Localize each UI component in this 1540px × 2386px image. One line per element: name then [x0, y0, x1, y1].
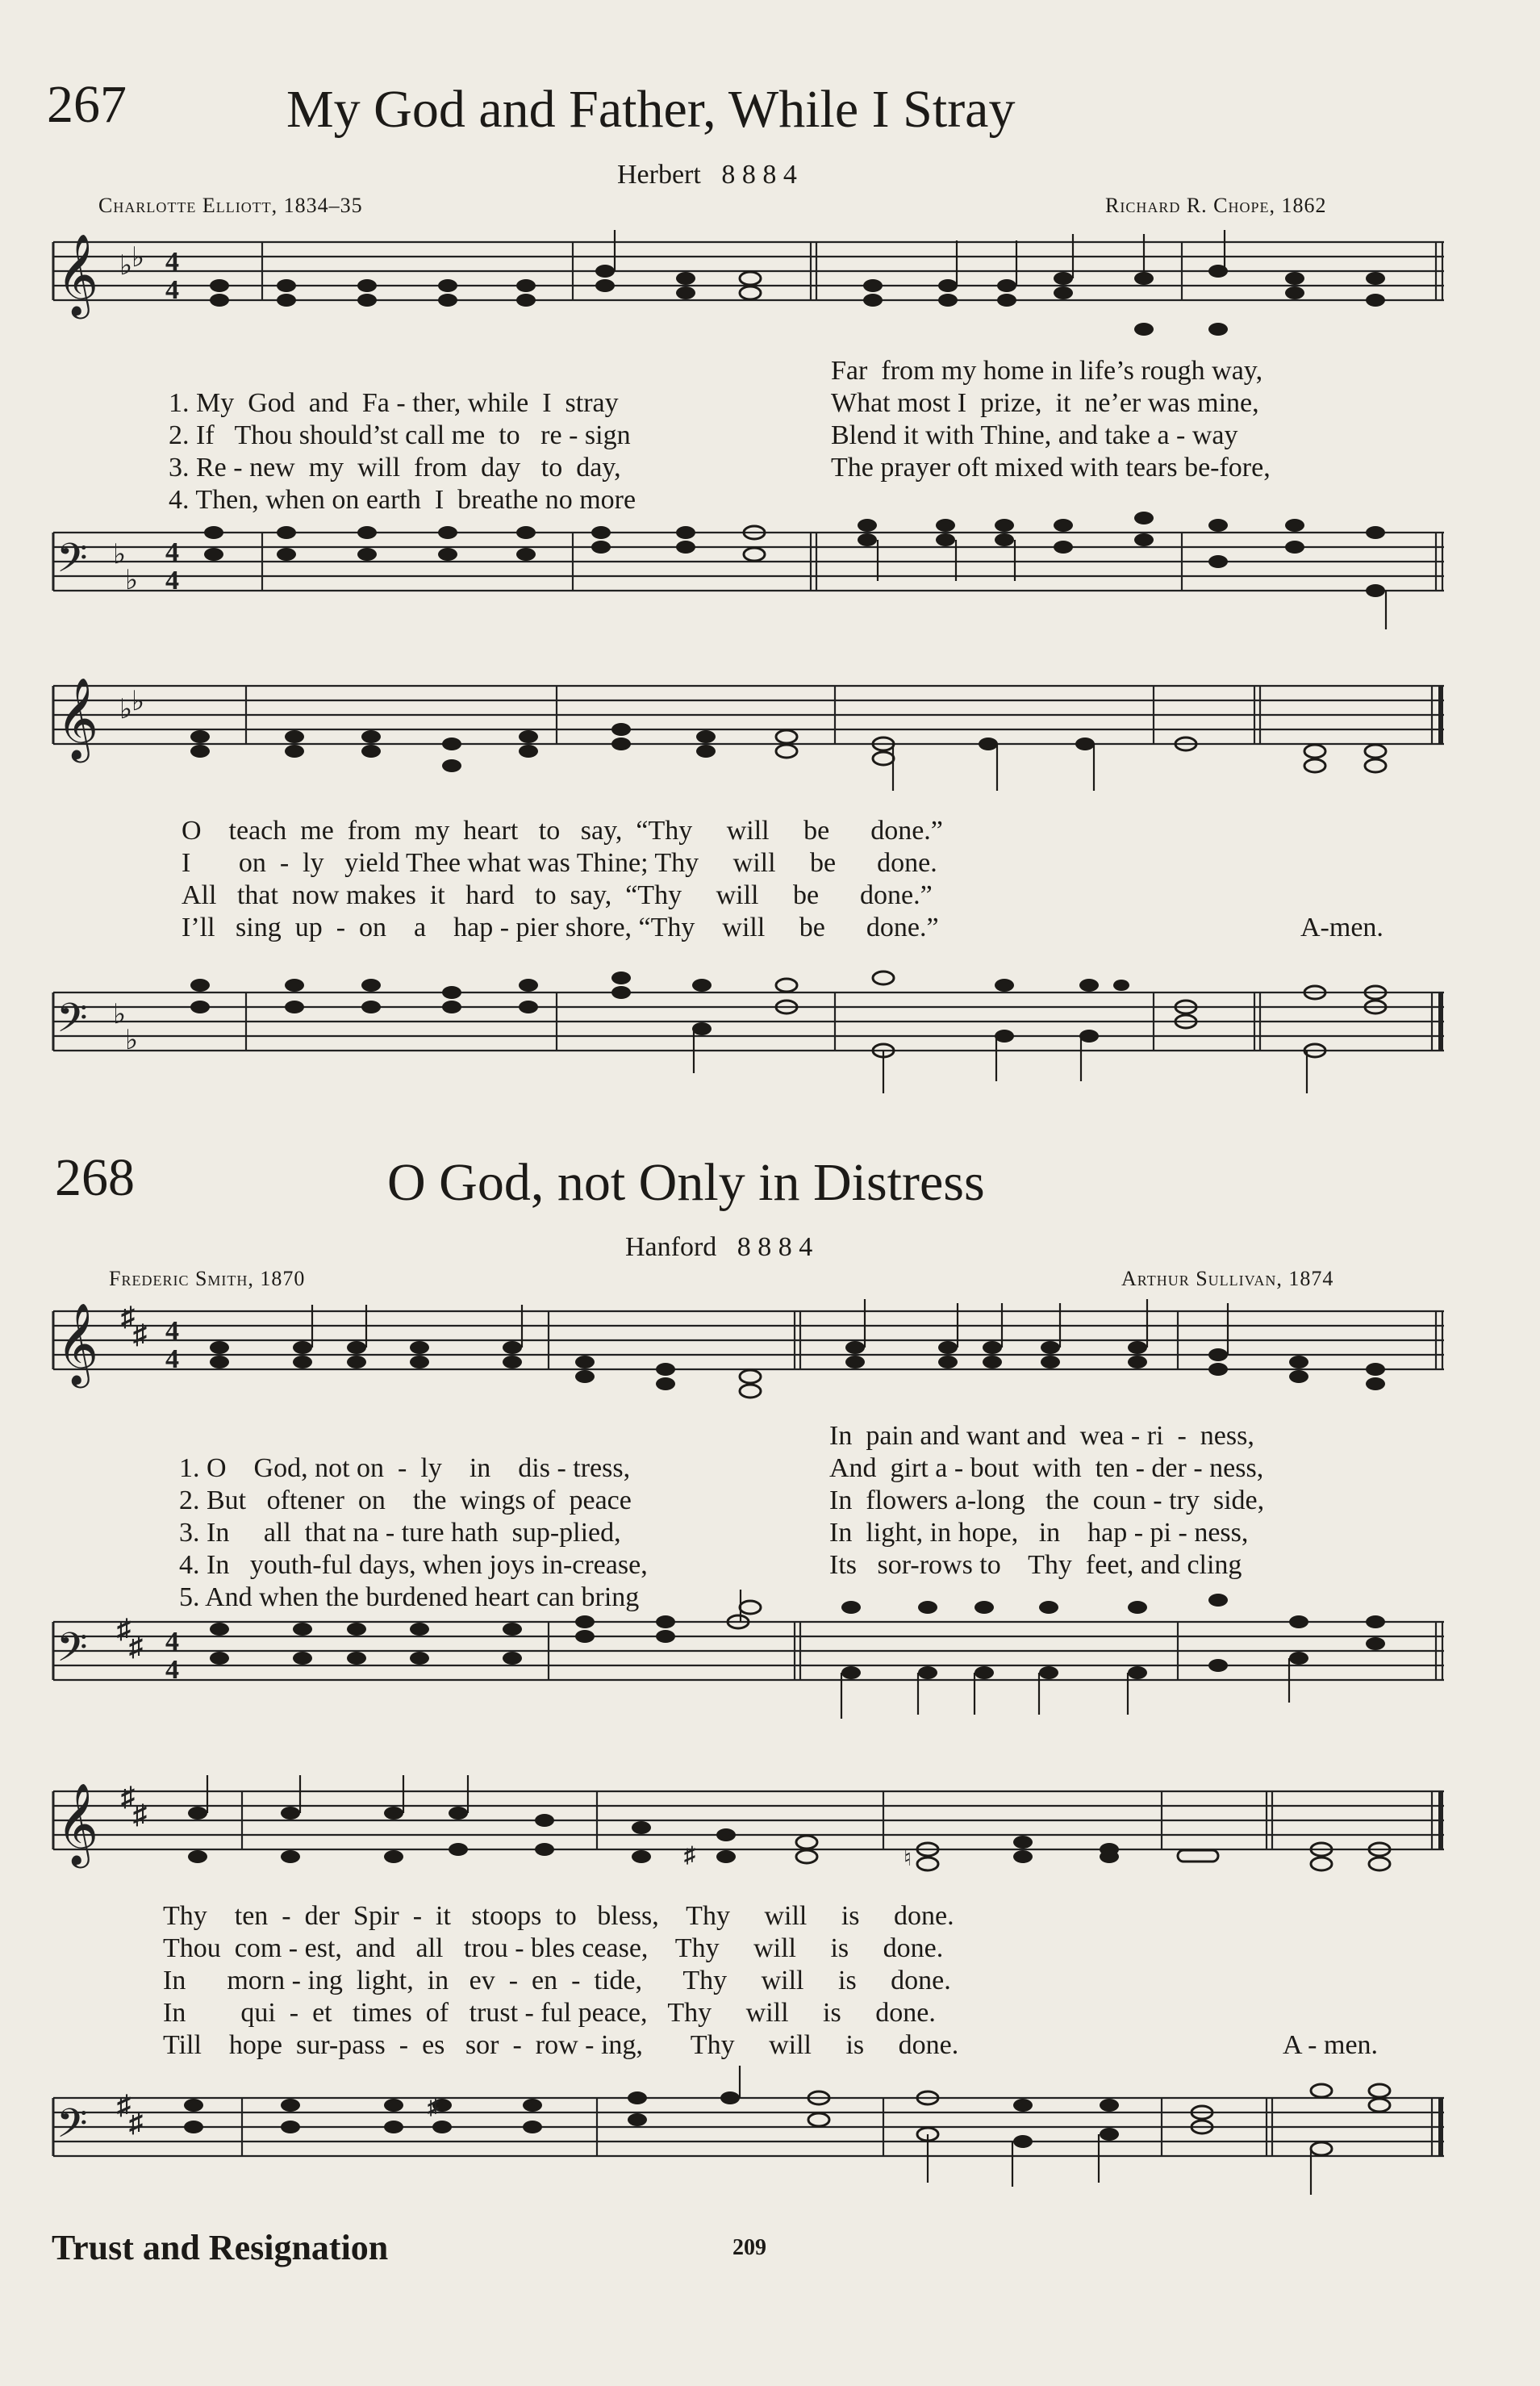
verse-line: 3. Re - new my will from day to day,	[169, 453, 621, 483]
svg-text:4: 4	[165, 1344, 179, 1374]
svg-text:𝄞: 𝄞	[56, 676, 99, 759]
verse-line: O teach me from my heart to say, “Thy will be done.”	[182, 816, 943, 846]
author-credit: Frederic Smith, 1870	[109, 1267, 306, 1290]
svg-text:4: 4	[165, 566, 179, 595]
meter-label: 8 8 8 4	[737, 1232, 813, 1262]
svg-text:𝄢: 𝄢	[56, 2100, 88, 2157]
meter-label: 8 8 8 4	[721, 160, 797, 190]
treble-staff	[0, 670, 1540, 815]
verse-line: Its sor-rows to Thy feet, and cling	[829, 1550, 1242, 1580]
verse-line: 4. Then, when on earth I breathe no more	[169, 485, 636, 515]
verse-line: In light, in hope, in hap - pi - ness,	[829, 1518, 1249, 1548]
tune-name	[617, 160, 797, 190]
svg-text:4: 4	[165, 247, 179, 277]
svg-text:♯: ♯	[129, 1632, 143, 1662]
hymn-title: O God, not Only in Distress	[387, 1153, 985, 1212]
svg-text:♯: ♯	[428, 2095, 439, 2120]
composer-credit: Richard R. Chope, 1862	[1105, 194, 1327, 217]
verse-line: Thy ten - der Spir - it stoops to bless, Thy will is done.	[163, 1901, 954, 1931]
svg-text:♭: ♭	[131, 687, 145, 717]
svg-text:♭: ♭	[113, 540, 127, 570]
treble-staff	[0, 1295, 1540, 1416]
verse-line: Far from my home in life’s rough way,	[831, 356, 1263, 386]
svg-text:♭: ♭	[125, 566, 139, 595]
svg-text:♯: ♯	[684, 1843, 695, 1868]
author-credit: Charlotte Elliott, 1834–35	[98, 194, 363, 217]
page-number: 209	[732, 2235, 766, 2260]
svg-text:♭: ♭	[119, 251, 133, 281]
tune-name	[625, 1232, 812, 1263]
verse-line: 1. My God and Fa - ther, while I stray	[169, 388, 619, 418]
verse-line: I on - ly yield Thee what was Thine; Thy will be done.	[182, 848, 937, 878]
svg-text:4: 4	[165, 537, 179, 567]
svg-text:♯: ♯	[121, 1302, 135, 1332]
svg-text:♯: ♯	[121, 1782, 135, 1812]
verse-line: In flowers a-long the coun - try side,	[829, 1486, 1265, 1515]
verse-line: 2. If Thou should’st call me to re - sign	[169, 420, 631, 450]
svg-text:𝄞: 𝄞	[56, 232, 99, 315]
verse-line: I’ll sing up - on a hap - pier shore, “Thy will be done.”	[182, 913, 939, 942]
verse-line: In qui - et times of trust - ful peace, Thy will is done.	[163, 1998, 936, 2028]
svg-text:♮: ♮	[904, 1846, 912, 1871]
bass-staff	[0, 1590, 1540, 1751]
verse-line: 5. And when the burdened heart can bring	[179, 1582, 640, 1612]
svg-text:♯: ♯	[133, 1800, 147, 1830]
svg-text:𝄢: 𝄢	[56, 1624, 88, 1681]
verse-line: And girt a - bout with ten - der - ness,	[829, 1453, 1264, 1483]
treble-staff	[0, 226, 1540, 347]
svg-text:𝄢: 𝄢	[56, 535, 88, 591]
hymn-title: My God and Father, While I Stray	[286, 80, 1016, 139]
svg-text:♯: ♯	[129, 2108, 143, 2138]
svg-text:♯: ♯	[133, 1320, 147, 1350]
verse-line: All that now makes it hard to say, “Thy will be done.”	[182, 880, 933, 910]
verse-line: What most I prize, it ne’er was mine,	[831, 388, 1259, 418]
verse-line: Till hope sur-pass - es sor - row - ing, Thy will is done.	[163, 2030, 959, 2060]
verse-line: Blend it with Thine, and take a - way	[831, 420, 1238, 450]
svg-text:4: 4	[165, 1627, 179, 1657]
verse-line: The prayer oft mixed with tears be-fore,	[831, 453, 1271, 483]
bass-staff	[0, 500, 1540, 629]
section-footer: Trust and Resignation	[52, 2228, 389, 2267]
svg-text:𝄞: 𝄞	[56, 1302, 99, 1385]
verse-line: 3. In all that na - ture hath sup-plied,	[179, 1518, 621, 1548]
svg-text:♭: ♭	[131, 243, 145, 273]
svg-text:♯: ♯	[117, 1615, 131, 1644]
verse-line: 1. O God, not on - ly in dis - tress,	[179, 1453, 631, 1483]
svg-text:♯: ♯	[117, 2091, 131, 2121]
hymn-number: 267	[47, 75, 127, 134]
svg-text:♭: ♭	[113, 1000, 127, 1030]
svg-text:𝄞: 𝄞	[56, 1782, 99, 1865]
bass-staff	[0, 2066, 1540, 2219]
verse-line: In pain and want and wea - ri - ness,	[829, 1421, 1254, 1451]
verse-line: In morn - ing light, in ev - en - tide, Thy will is done.	[163, 1966, 951, 1995]
hymn-number: 268	[55, 1148, 135, 1207]
verse-line: 4. In youth-ful days, when joys in-crease,	[179, 1550, 648, 1580]
svg-text:♭: ♭	[119, 695, 133, 725]
svg-text:4: 4	[165, 275, 179, 305]
amen-label: A - men.	[1283, 2030, 1379, 2060]
treble-staff	[0, 1775, 1540, 1904]
svg-text:4: 4	[165, 1655, 179, 1685]
tune-label: Herbert	[617, 160, 701, 190]
svg-text:4: 4	[165, 1316, 179, 1346]
tune-label: Hanford	[625, 1232, 717, 1262]
verse-line: Thou com - est, and all trou - bles cease, Thy will is done.	[163, 1933, 944, 1963]
composer-credit: Arthur Sullivan, 1874	[1121, 1267, 1334, 1290]
svg-text:𝄢: 𝄢	[56, 995, 88, 1051]
bass-staff	[0, 960, 1540, 1097]
svg-text:♭: ♭	[125, 1026, 139, 1055]
amen-label: A-men.	[1300, 913, 1383, 942]
verse-line: 2. But oftener on the wings of peace	[179, 1486, 632, 1515]
